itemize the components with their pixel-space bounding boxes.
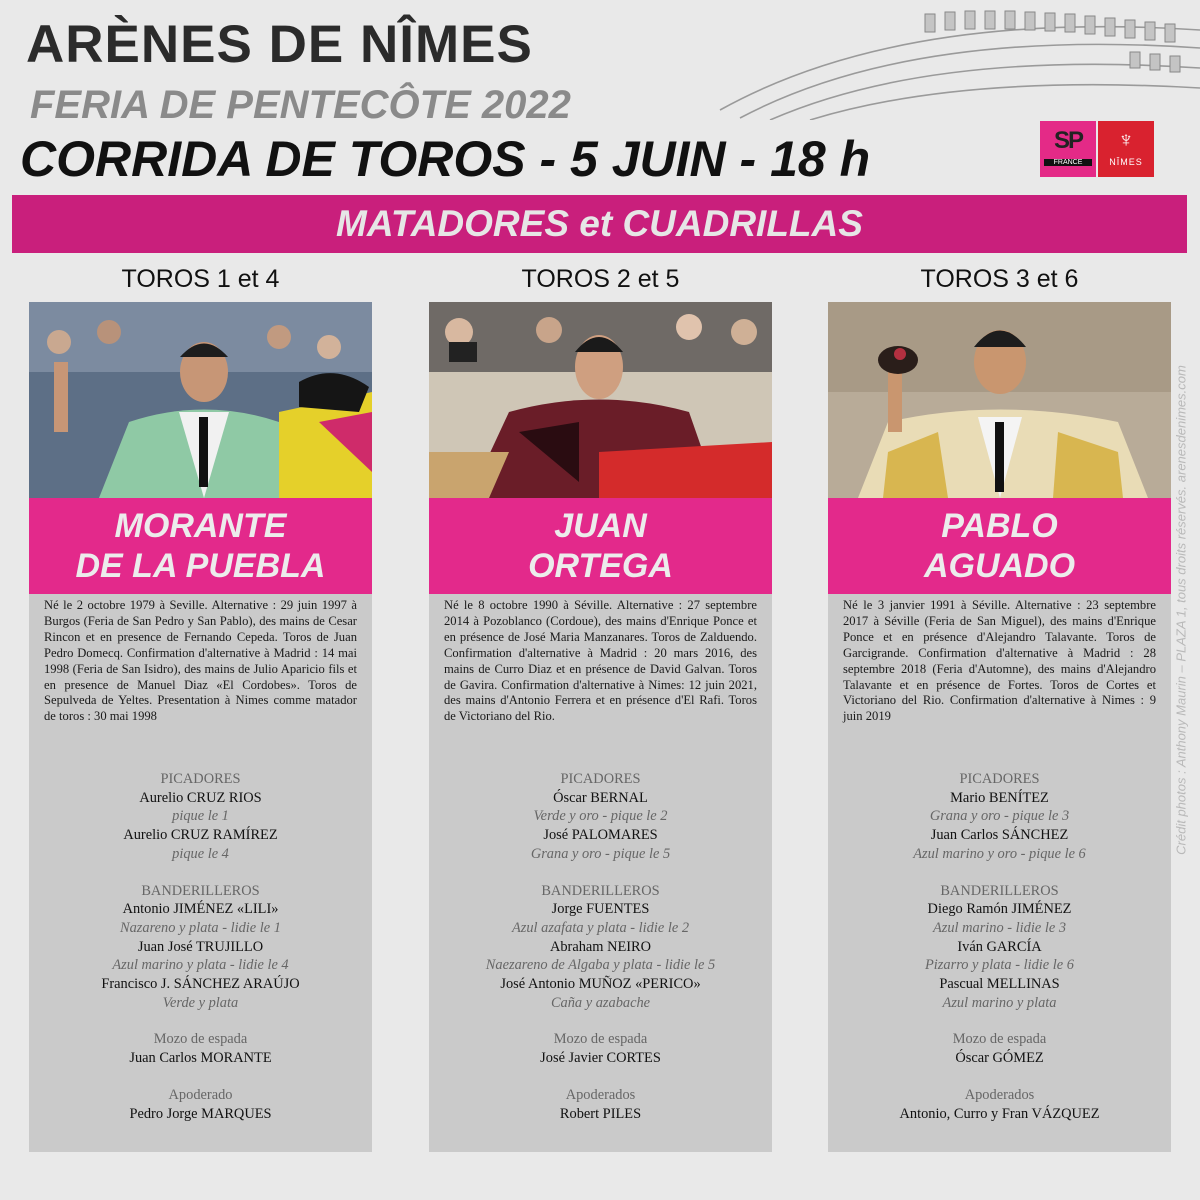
banderillero-detail: Naezareno de Algaba y plata - lidie le 5 [485, 957, 716, 974]
apoderado-heading: Apoderados [964, 1086, 1035, 1103]
apoderado-name: Antonio, Curro y Fran VÁZQUEZ [899, 1105, 1100, 1122]
toros-label: TOROS 1 et 4 [121, 265, 280, 293]
banderillero-name: Francisco J. SÁNCHEZ ARAÚJO [101, 976, 300, 993]
matador-bio: Né le 8 octobre 1990 à Séville. Alternative : 27 septembre 2014 à Pozoblanco (Cordoue), des mains d'Enrique Ponce et en présence de José Maria Manzanares. Toros de Zalduendo. Confirmation d'alternative à Madrid : 20 mars 2016, des mains de Curro Diaz et en présence de David Galvan. Toros de Gavira. Confirmation d'alternative à Nimes: 12 juin 2021, des mains d'Antonio Ferrera et en présence d'El Rafi. Toros de Victoriano del Rio. [444, 598, 757, 724]
banderillero-detail: Nazareno y plata - lidie le 1 [120, 919, 281, 936]
matador-column [828, 262, 1171, 1152]
picador-name: Aurelio CRUZ RIOS [139, 789, 262, 806]
section-banner: MATADORES et CUADRILLAS [12, 195, 1187, 253]
matador-details [429, 594, 772, 1152]
photo-credit: Crédit photos : Anthony Maurin – PLAZA 1, tous droits réservés. arenesdenimes.com [1173, 365, 1189, 855]
matador-name: JUAN ORTEGA [429, 498, 772, 594]
banderillero-name: Diego Ramón JIMÉNEZ [927, 901, 1072, 918]
apoderado-name: Pedro Jorge MARQUES [129, 1105, 272, 1122]
matador-name: PABLO AGUADO [828, 498, 1171, 594]
picador-detail: Grana y oro - pique le 3 [929, 808, 1070, 825]
matador-name: MORANTE DE LA PUEBLA [29, 498, 372, 594]
matador-details [828, 594, 1171, 1152]
picadores-heading: PICADORES [160, 771, 241, 787]
banderilleros-heading: BANDERILLEROS [541, 882, 660, 899]
picador-detail: Verde y oro - pique le 2 [533, 808, 668, 825]
toros-label: TOROS 2 et 5 [521, 265, 680, 293]
mozo-heading: Mozo de espada [153, 1031, 248, 1048]
matador-bio: Né le 3 janvier 1991 à Séville. Alternative : 23 septembre 2017 à Séville (Feria de San Miguel), des mains d'Enrique Ponce et en présence d'Alejandro Talavante. Toros de Garcigrande. Confirmation d'alternative à Madrid : 28 septembre 2018 (Feria d'Automne), des mains d'Alejandro Talavante et en présence de Fortes. Toros de Cortes et Victoriano del Rio. Confirmation d'alternative à Nimes : 9 juin 2019 [843, 598, 1156, 724]
page-title: ARÈNES DE NÎMES [26, 15, 533, 74]
apoderado-heading: Apoderado [168, 1086, 233, 1103]
matador-bio: Né le 2 octobre 1979 à Seville. Alternative : 29 juin 1997 à Burgos (Feria de San Pedro y San Pablo), des mains de Cesar Rincon et en presence de Fernando Cepeda. Toros de Juan Pedro Domecq. Confirmation d'alternative à Madrid : 14 mai 1998 (Feria de San Isidro), des mains de Julio Aparicio fils et en presence de Manuel Diaz «El Cordobes». Toros de Sepulveda de Yeltes. Presentation à Nimes comme matador de toros : 30 mai 1998 [44, 598, 357, 724]
sp-france-logo: SP FRANCE [1040, 121, 1096, 177]
banderillero-name: Abraham NEIRO [549, 938, 652, 955]
banderillero-name: Pascual MELLINAS [939, 976, 1060, 993]
picador-name: Mario BENÍTEZ [950, 789, 1049, 806]
banderillero-name: Antonio JIMÉNEZ «LILI» [122, 901, 279, 918]
banderillero-detail: Azul azafata y plata - lidie le 2 [511, 919, 690, 936]
picador-name: Óscar BERNAL [553, 789, 648, 806]
matador-column [29, 262, 372, 1152]
toros-label: TOROS 3 et 6 [920, 265, 1079, 293]
event-title: CORRIDA DE TOROS - 5 JUIN - 18 h [20, 131, 871, 187]
matador-photo [828, 302, 1171, 498]
banderilleros-heading: BANDERILLEROS [141, 882, 260, 899]
banderillero-detail: Azul marino y plata - lidie le 4 [112, 957, 289, 974]
matador-photo [29, 302, 372, 498]
mozo-heading: Mozo de espada [553, 1031, 648, 1048]
mozo-name: Juan Carlos MORANTE [129, 1050, 272, 1067]
picador-name: Aurelio CRUZ RAMÍREZ [123, 827, 278, 844]
banderillero-name: Jorge FUENTES [551, 901, 650, 918]
banderilleros-heading: BANDERILLEROS [940, 882, 1059, 899]
banderillero-detail: Caña y azabache [550, 994, 651, 1011]
banderillero-name: Juan José TRUJILLO [137, 938, 264, 955]
picador-name: José PALOMARES [543, 827, 658, 844]
picador-name: Juan Carlos SÁNCHEZ [930, 827, 1069, 844]
banderillero-detail: Pizarro y plata - lidie le 6 [925, 957, 1074, 974]
picadores-heading: PICADORES [560, 771, 641, 787]
arena-sketch-illustration [700, 0, 1200, 120]
apoderado-name: Robert PILES [559, 1105, 642, 1122]
nimes-logo: ♆ NÎMES [1098, 121, 1154, 177]
picadores-heading: PICADORES [959, 771, 1040, 787]
mozo-heading: Mozo de espada [952, 1031, 1047, 1048]
apoderado-heading: Apoderados [565, 1086, 636, 1103]
banderillero-name: José Antonio MUÑOZ «PERICO» [500, 976, 701, 993]
banderillero-detail: Azul marino y plata [942, 994, 1057, 1011]
banderillero-detail: Azul marino - lidie le 3 [932, 919, 1067, 936]
picador-detail: pique le 1 [172, 808, 229, 825]
mozo-name: José Javier CORTES [540, 1050, 661, 1067]
feria-subtitle: FERIA DE PENTECÔTE 2022 [30, 83, 571, 127]
matador-column [429, 262, 772, 1152]
matador-photo [429, 302, 772, 498]
matador-details [29, 594, 372, 1152]
banderillero-name: Iván GARCÍA [957, 938, 1042, 955]
picador-detail: pique le 4 [172, 845, 229, 862]
mozo-name: Óscar GÓMEZ [955, 1050, 1044, 1067]
picador-detail: Azul marino y oro - pique le 6 [913, 845, 1086, 862]
picador-detail: Grana y oro - pique le 5 [530, 845, 671, 862]
banderillero-detail: Verde y plata [162, 994, 239, 1011]
